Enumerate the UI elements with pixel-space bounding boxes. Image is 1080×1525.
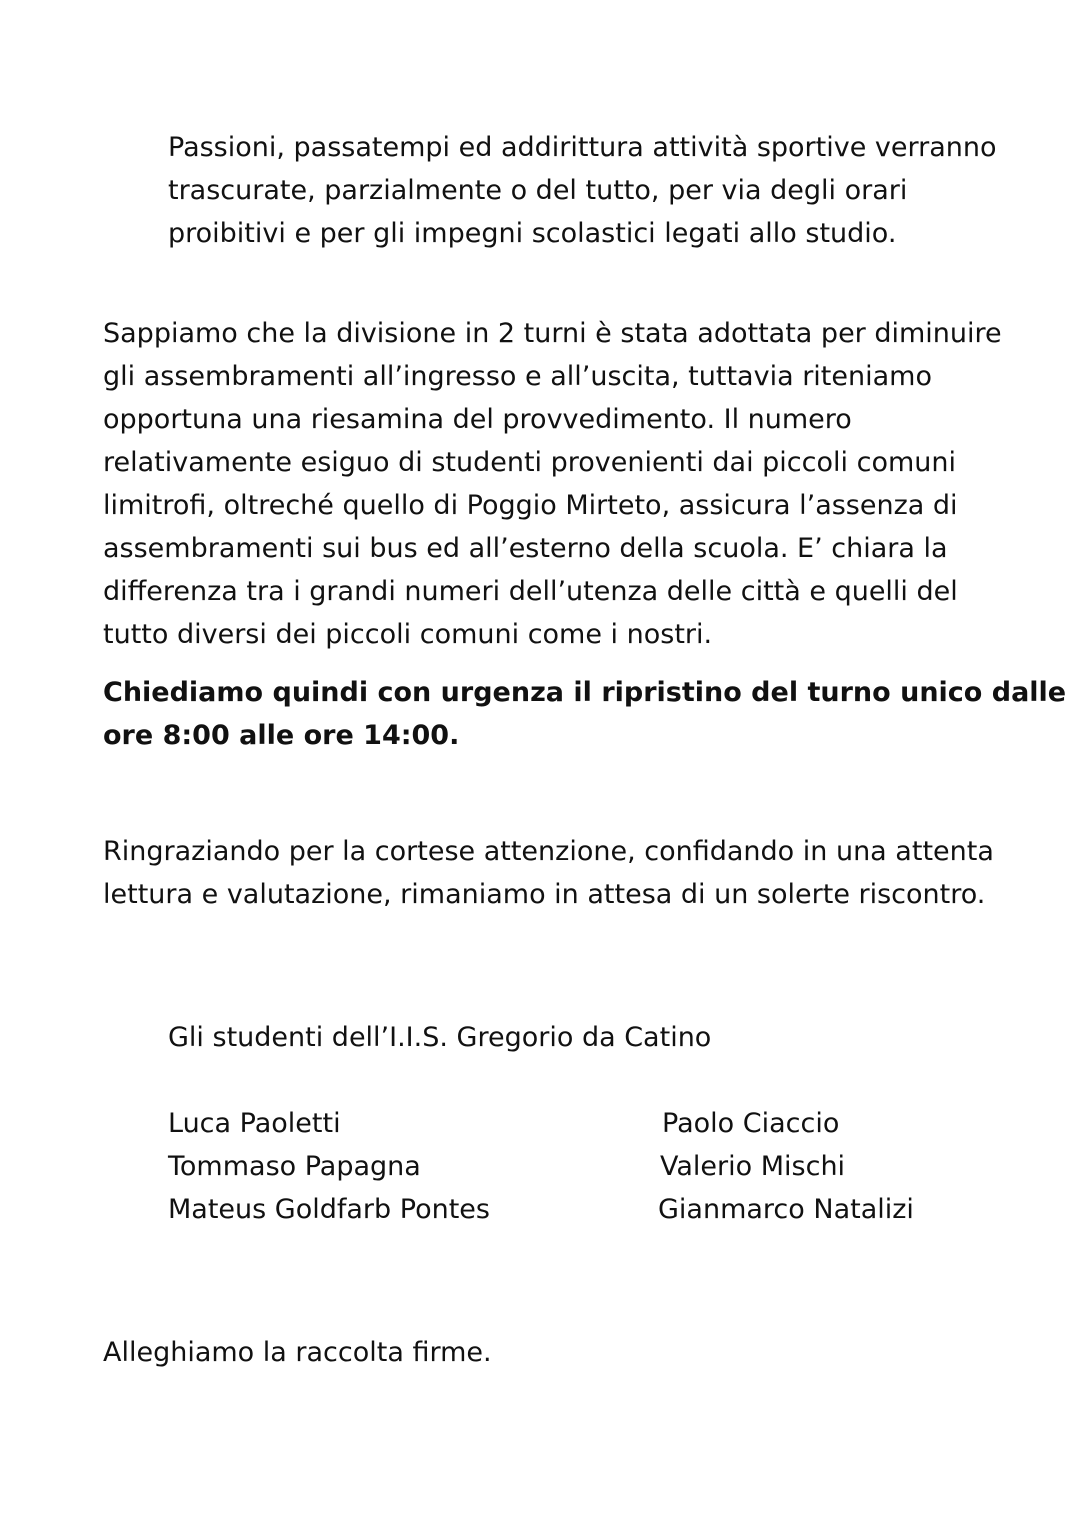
- paragraph-sappiamo: [103, 312, 1002, 656]
- paragraph-closing: [103, 830, 994, 916]
- signer-name: Gianmarco Natalizi: [658, 1194, 914, 1225]
- paragraph-line: Ringraziando per la cortese attenzione, confidando in una attenta: [103, 836, 994, 867]
- paragraph-request-bold: [103, 671, 1066, 757]
- paragraph-line: ore 8:00 alle ore 14:00.: [103, 720, 460, 751]
- signer-name: Paolo Ciaccio: [662, 1108, 840, 1139]
- signer-name: Tommaso Papagna: [168, 1151, 421, 1182]
- signer-name: Luca Paoletti: [168, 1108, 341, 1139]
- paragraph-line: limitrofi, oltreché quello di Poggio Mirteto, assicura l’assenza di: [103, 490, 958, 521]
- signature-list-right: [657, 1102, 914, 1231]
- paragraph-line: tutto diversi dei piccoli comuni come i nostri.: [103, 619, 713, 650]
- signature-list-left: [168, 1102, 490, 1231]
- paragraph-line: Passioni, passatempi ed addirittura attività sportive verranno: [168, 132, 997, 163]
- paragraph-line: opportuna una riesamina del provvedimento. Il numero: [103, 404, 852, 435]
- paragraph-line: Sappiamo che la divisione in 2 turni è stata adottata per diminuire: [103, 318, 1002, 349]
- paragraph-line: proibitivi e per gli impegni scolastici legati allo studio.: [168, 218, 897, 249]
- signature-heading: Gli studenti dell’I.I.S. Gregorio da Catino: [168, 1022, 712, 1053]
- paragraph-line: lettura e valutazione, rimaniamo in attesa di un solerte riscontro.: [103, 879, 986, 910]
- paragraph-line: relativamente esiguo di studenti provenienti dai piccoli comuni: [103, 447, 956, 478]
- attachment-note: Alleghiamo la raccolta firme.: [103, 1337, 492, 1368]
- paragraph-line: differenza tra i grandi numeri dell’utenza delle città e quelli del: [103, 576, 958, 607]
- paragraph-line: Chiediamo quindi con urgenza il ripristino del turno unico dalle: [103, 677, 1067, 708]
- signer-name: Valerio Mischi: [660, 1151, 846, 1182]
- paragraph-line: assembramenti sui bus ed all’esterno della scuola. E’ chiara la: [103, 533, 948, 564]
- signer-name: Mateus Goldfarb Pontes: [168, 1194, 490, 1225]
- paragraph-passioni: [168, 126, 997, 255]
- paragraph-line: gli assembramenti all’ingresso e all’uscita, tuttavia riteniamo: [103, 361, 932, 392]
- paragraph-line: trascurate, parzialmente o del tutto, per via degli orari: [168, 175, 908, 206]
